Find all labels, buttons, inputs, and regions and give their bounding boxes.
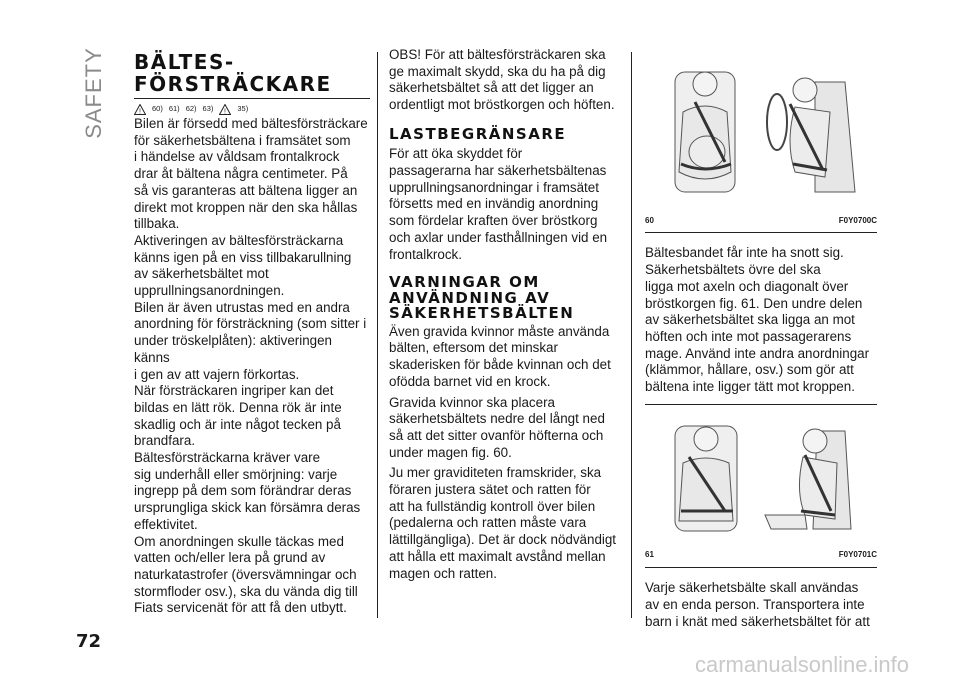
single-person-paragraph <box>645 580 877 630</box>
belt-paragraph <box>645 245 877 395</box>
text-line: upprullningsanordningen. <box>134 283 285 299</box>
text-line: som fördelar kraften över bröstkorg <box>389 213 598 229</box>
text-line: bältena inte ligger tätt mot kroppen. <box>645 379 855 395</box>
text-line: försetts med en invändig anordning <box>389 196 599 212</box>
text-line: effektivitet. <box>134 516 198 532</box>
text-line: Säkerhetsbältets övre del ska <box>645 262 821 278</box>
text-line: Bältesförsträckarna kräver vare <box>134 450 321 466</box>
text-line: att ha fullständig kontroll över bilen <box>389 498 596 514</box>
side-tab-label: SAFETY <box>80 47 106 139</box>
svg-text:!: ! <box>224 107 227 115</box>
column-2 <box>389 47 625 582</box>
text-line: Gravida kvinnor ska placera <box>389 394 555 410</box>
warning-paragraph-3 <box>389 465 625 582</box>
figure-60-number: 60 <box>645 215 654 225</box>
text-line: vatten och/eller lera på grund av <box>134 550 326 566</box>
page-number: 72 <box>76 631 102 652</box>
ref-60: 60) <box>152 103 163 113</box>
text-line: ingrepp på dem som förändrar deras <box>134 483 352 499</box>
text-line: Bilen är försedd med bältesförsträckare <box>134 116 368 131</box>
ref-35: 35) <box>237 103 249 113</box>
text-line: direkt mot kroppen när den ska hållas <box>134 199 358 215</box>
text-line: (klämmor, hållare, osv.) som gör att <box>645 362 854 378</box>
text-line: ofödda barnet vid en krock. <box>389 373 551 389</box>
text-line: skaderisken för både kvinnan och det <box>389 357 611 373</box>
text-line: i gen av att vajern förkortas. <box>134 366 300 382</box>
figure-61-code: F0Y0701C <box>838 550 877 560</box>
text-line: av säkerhetsbältet mot <box>134 266 269 282</box>
column-1 <box>134 52 370 617</box>
warning-triangle-icon <box>134 104 146 115</box>
figure-60 <box>645 52 877 229</box>
text-line: passagerarna har säkerhetsbältenas <box>389 163 607 179</box>
text-line: naturkatastrofer (översvämningar och <box>134 566 357 582</box>
text-line: av en enda person. Transportera inte <box>645 596 865 612</box>
text-line: i händelse av våldsam frontalkrock <box>134 149 340 165</box>
figure-61-top-rule <box>645 404 877 405</box>
section-title-line2: FÖRSTRÄCKARE <box>134 72 332 96</box>
heading-warnings-line3: SÄKERHETSBÄLTEN <box>389 304 575 323</box>
text-line: föraren justera sätet och ratten för <box>389 482 591 498</box>
text-line: mage. Använd inte andra anordningar <box>645 345 870 361</box>
text-line: Varje säkerhetsbälte skall användas <box>645 580 859 596</box>
section-title-line1: BÄLTES- <box>134 50 235 74</box>
text-line: under tröskelplåten): aktiveringen känns <box>134 333 332 365</box>
figure-61-rule <box>645 567 877 568</box>
text-line: ge maximalt skydd, ska du ha på dig <box>389 63 606 79</box>
text-line: barn i knät med säkerhetsbältet för att <box>645 613 870 629</box>
limit-paragraph <box>389 146 625 263</box>
figure-60-caption <box>645 213 877 230</box>
text-line: av säkerhetsbältet ska ligga an mot <box>645 312 855 328</box>
warning-paragraph-1 <box>389 324 625 391</box>
watermark: carmanualsonline.info <box>695 652 910 677</box>
text-line: bildas en lätt rök. Denna rök är inte <box>134 399 342 415</box>
column-divider-2 <box>631 52 632 618</box>
text-line: Ju mer graviditeten framskrider, ska <box>389 465 602 481</box>
text-line: säkerhetsbältets nedre del långt ned <box>389 411 605 427</box>
text-line: ursprungliga skick kan försämra deras <box>134 500 361 516</box>
side-tab <box>72 47 112 142</box>
figure-61 <box>645 411 877 564</box>
warning-paragraph-2 <box>389 395 625 462</box>
text-line: sig underhåll eller smörjning: varje <box>134 466 338 482</box>
text-line: magen och ratten. <box>389 565 497 581</box>
text-line: bröstkorgen fig. 61. Den undre delen <box>645 295 863 311</box>
text-line: känns igen på en viss tillbakarullning <box>134 249 352 265</box>
text-line: höften och inte mot passagerarens <box>645 328 852 344</box>
text-line: säkerhetsbältet så att det ligger an <box>389 80 594 96</box>
text-line: så vis garanteras att bältena ligger an <box>134 182 358 198</box>
figure-60-code: F0Y0700C <box>838 215 877 225</box>
ref-63: 63) <box>202 103 214 113</box>
text-line: Aktiveringen av bältesförsträckarna <box>134 232 344 248</box>
title-rule <box>134 98 370 99</box>
text-line: bälten, eftersom det minskar <box>389 340 558 356</box>
text-line: stormfloder osv.), ska du vända dig till <box>134 583 358 599</box>
text-line: under magen fig. 60. <box>389 444 512 460</box>
text-line: OBS! För att bältesförsträckaren ska <box>389 47 606 62</box>
ref-62: 62) <box>185 103 197 113</box>
info-triangle-icon <box>219 104 231 115</box>
text-line: så att det sitter ovanför höfterna och <box>389 427 604 443</box>
text-line: Om anordningen skulle täckas med <box>134 533 344 549</box>
text-line: När försträckaren ingriper kan det <box>134 383 334 399</box>
text-line: frontalkrock. <box>389 246 462 262</box>
column-divider-1 <box>377 52 378 618</box>
text-line: brandfara. <box>134 433 196 449</box>
text-line: För att öka skyddet för <box>389 146 523 162</box>
text-line: lättillgängliga). Det är dock nödvändigt <box>389 532 617 548</box>
figure-60-rule <box>645 232 877 233</box>
text-line: att hålla ett maximalt avstånd mellan <box>389 548 606 564</box>
text-line: och axlar under fasthållningen vid en <box>389 229 608 245</box>
text-line: Även gravida kvinnor måste använda <box>389 323 610 339</box>
ref-61: 61) <box>168 103 180 113</box>
text-line: skadlig och är inte något tecken på <box>134 416 341 432</box>
text-line: tillbaka. <box>134 216 180 232</box>
seatbelt-position-illustration <box>645 411 877 541</box>
text-line: ordentligt mot bröstkorgen och höften. <box>389 97 615 113</box>
heading-lastbegransare: LASTBEGRÄNSARE <box>389 124 567 143</box>
heading-warnings-line2: ANVÄNDNING AV <box>389 288 551 307</box>
col1-body <box>134 116 370 617</box>
text-line: anordning för försträckning (som sitter i <box>134 316 367 332</box>
text-line: (pedalerna och ratten måste vara <box>389 515 587 531</box>
svg-text:!: ! <box>139 107 141 115</box>
column-3 <box>645 52 877 630</box>
text-line: Bilen är även utrustas med en andra <box>134 299 350 315</box>
text-line: Fiats servicenät för att få den utbytt. <box>134 600 347 616</box>
heading-warnings <box>389 275 625 322</box>
figure-61-caption <box>645 547 877 564</box>
text-line: för säkerhetsbältena i framsätet som <box>134 132 351 148</box>
text-line: ligga mot axeln och diagonalt över <box>645 278 849 294</box>
intro-paragraph <box>389 47 625 114</box>
pregnant-seatbelt-illustration <box>645 52 877 202</box>
figure-61-number: 61 <box>645 550 654 560</box>
text-line: drar åt bältena några centimeter. På <box>134 166 348 182</box>
text-line: Bältesbandet får inte ha snott sig. <box>645 245 844 261</box>
warning-references <box>134 102 370 116</box>
heading-warnings-line1: VARNINGAR OM <box>389 273 540 292</box>
text-line: upprullningsanordningar i framsätet <box>389 179 599 195</box>
